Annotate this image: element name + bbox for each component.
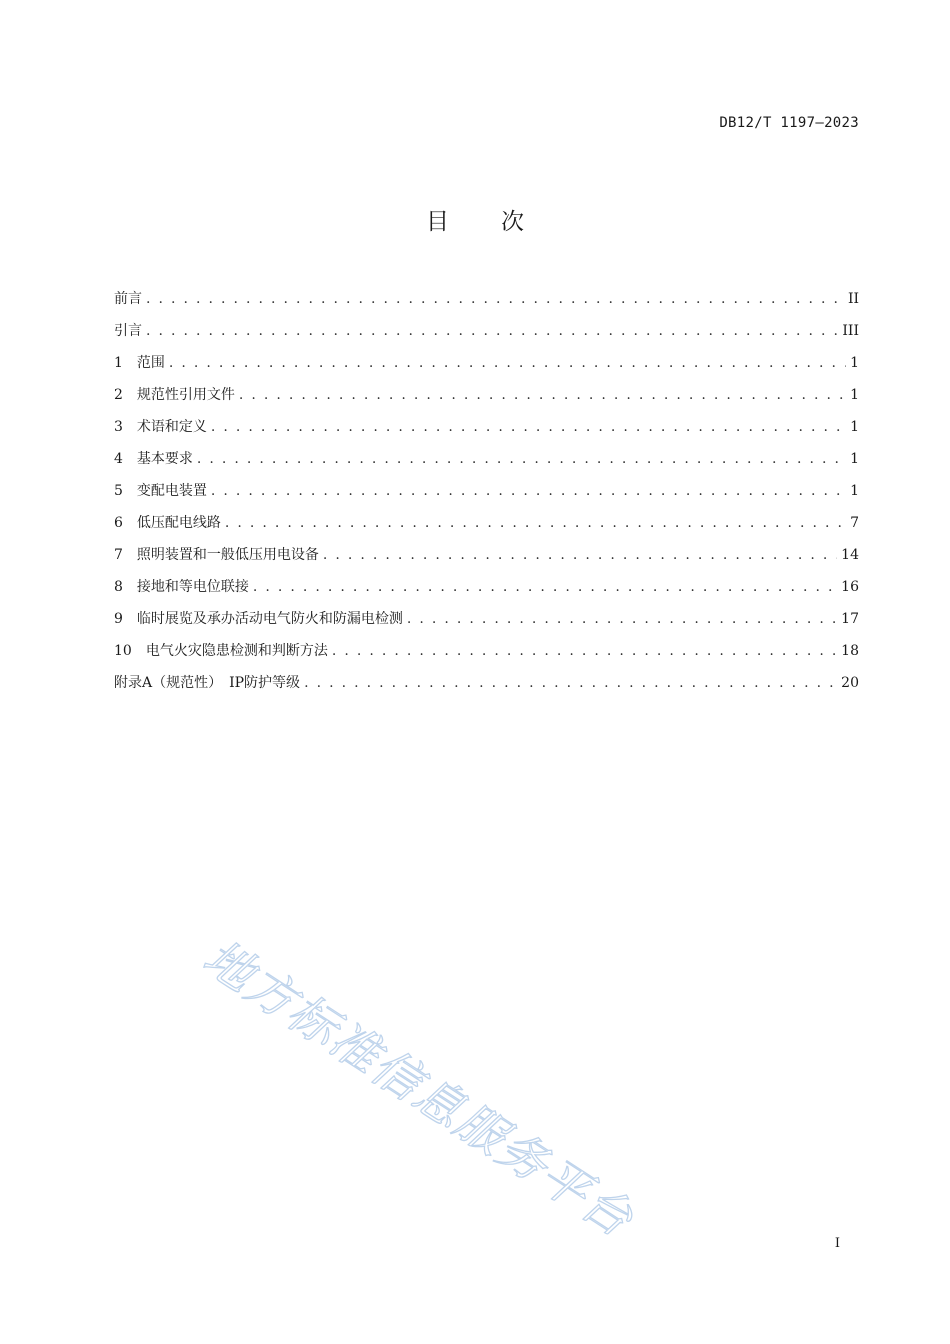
toc-entry[interactable]: [114, 352, 859, 384]
toc-entry[interactable]: [114, 608, 859, 640]
toc-entry-page: 20: [841, 675, 859, 691]
dot-leader: [239, 384, 846, 406]
toc-entry-page: 1: [850, 451, 859, 467]
toc-entry-label: 引言: [114, 323, 142, 339]
toc-entry-number: 5: [114, 483, 123, 499]
toc-entry-number: 2: [114, 387, 123, 403]
dot-leader: [211, 416, 846, 438]
toc-entry-label: 基本要求: [136, 451, 193, 467]
toc-entry-number: 8: [114, 579, 123, 595]
toc-entry-number: 9: [114, 611, 123, 627]
toc-entry-page: III: [842, 323, 859, 339]
toc-entry-label: 接地和等电位联接: [136, 579, 249, 595]
toc-entry[interactable]: [114, 512, 859, 544]
dot-leader: [146, 288, 844, 310]
toc-entry-label: 变配电装置: [136, 483, 207, 499]
toc-entry-label: 临时展览及承办活动电气防火和防漏电检测: [136, 611, 403, 627]
toc-entry[interactable]: [114, 640, 859, 672]
dot-leader: [225, 512, 846, 534]
toc-entry[interactable]: [114, 320, 859, 352]
document-code: DB12/T 1197—2023: [719, 115, 859, 131]
toc-entry-label: 范围: [136, 355, 165, 371]
toc-entry-page: 14: [841, 547, 859, 563]
toc-entry[interactable]: [114, 384, 859, 416]
dot-leader: [211, 480, 846, 502]
dot-leader: [253, 576, 837, 598]
toc-entry-number: 1: [114, 355, 123, 371]
toc-entry-appendix[interactable]: [114, 672, 859, 704]
dot-leader: [197, 448, 846, 470]
toc-entry-label: 附录A（规范性） IP防护等级: [114, 675, 301, 691]
toc-entry-label: 低压配电线路: [136, 515, 221, 531]
toc-entry[interactable]: [114, 288, 859, 320]
toc-entry-label: 前言: [114, 291, 142, 307]
dot-leader: [304, 672, 837, 694]
toc-entry-number: 7: [114, 547, 123, 563]
toc-entry-page: 18: [841, 643, 859, 659]
page-number: I: [834, 1236, 840, 1251]
toc-entry-label: 电气火灾隐患检测和判断方法: [145, 643, 328, 659]
dot-leader: [146, 320, 838, 342]
toc-entry[interactable]: [114, 576, 859, 608]
toc-entry-number: 3: [114, 419, 123, 435]
toc-entry[interactable]: [114, 480, 859, 512]
toc-entry-page: 1: [850, 355, 859, 371]
toc-entry-page: 1: [850, 419, 859, 435]
watermark: 地方标准信息服务平台: [193, 929, 644, 1249]
toc-entry-page: 1: [850, 387, 859, 403]
dot-leader: [323, 544, 837, 566]
dot-leader: [169, 352, 846, 374]
toc-entry-label: 规范性引用文件: [136, 387, 235, 403]
toc-entry-label: 照明装置和一般低压用电设备: [136, 547, 319, 563]
toc-entry[interactable]: [114, 448, 859, 480]
dot-leader: [407, 608, 837, 630]
toc-entry[interactable]: [114, 544, 859, 576]
toc-entry-page: 1: [850, 483, 859, 499]
toc-entry-page: 16: [841, 579, 859, 595]
dot-leader: [332, 640, 837, 662]
table-of-contents: [114, 288, 859, 704]
toc-entry-label: 术语和定义: [136, 419, 207, 435]
toc-entry[interactable]: [114, 416, 859, 448]
toc-entry-page: II: [847, 291, 859, 307]
toc-title: 目次: [426, 209, 576, 235]
toc-entry-number: 6: [114, 515, 123, 531]
toc-entry-page: 7: [850, 515, 859, 531]
toc-entry-number: 10: [114, 643, 132, 659]
toc-entry-number: 4: [114, 451, 123, 467]
toc-entry-page: 17: [841, 611, 859, 627]
